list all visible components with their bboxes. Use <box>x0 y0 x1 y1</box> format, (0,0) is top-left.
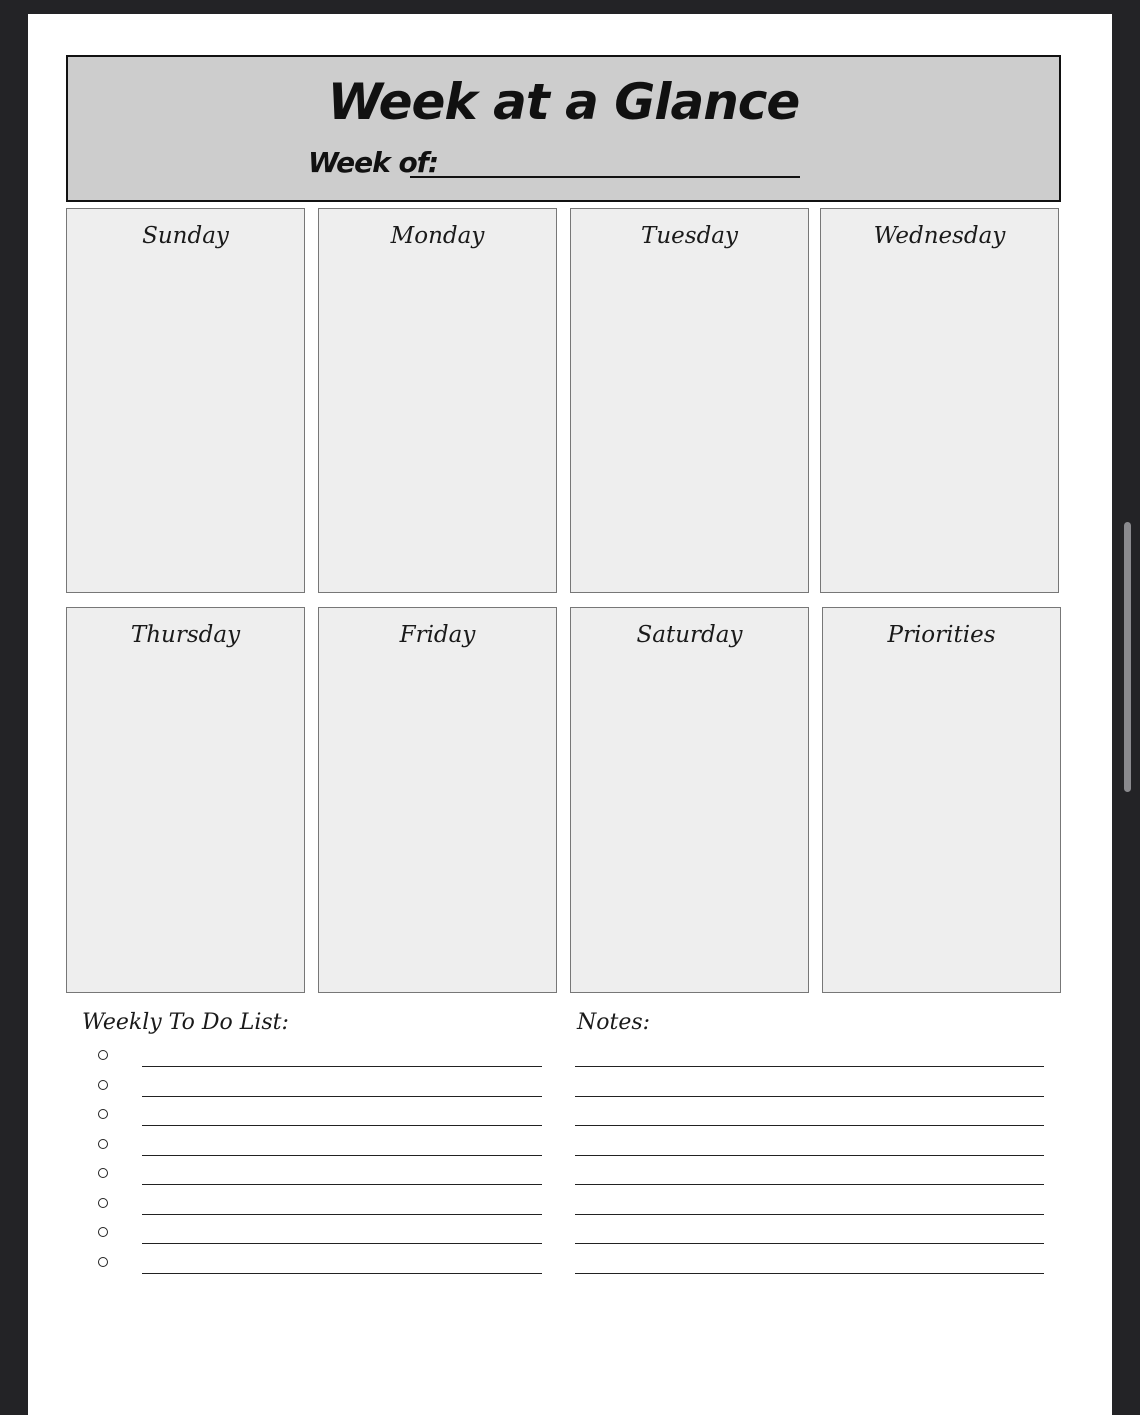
todo-line <box>142 1273 542 1274</box>
notes-label: Notes: <box>577 1010 651 1035</box>
todo-line <box>142 1243 542 1244</box>
notes-line <box>575 1125 1044 1126</box>
priorities-label: Priorities <box>887 622 996 648</box>
notes-line <box>575 1273 1044 1274</box>
notes-line <box>575 1214 1044 1215</box>
notes-line <box>575 1096 1044 1097</box>
todo-bullet-icon <box>98 1168 108 1178</box>
todo-bullet-icon <box>98 1050 108 1060</box>
todo-bullet-icon <box>98 1109 108 1119</box>
notes-line <box>575 1155 1044 1156</box>
scrollbar[interactable] <box>1124 522 1131 792</box>
day-label: Monday <box>390 223 485 249</box>
day-label: Friday <box>399 622 476 648</box>
page-title: Week at a Glance <box>327 73 800 131</box>
day-box-saturday <box>570 607 809 993</box>
day-box-tuesday <box>570 208 809 593</box>
week-of-blank-line <box>410 176 800 178</box>
header-banner <box>66 55 1061 202</box>
priorities-box <box>822 607 1061 993</box>
todo-line <box>142 1214 542 1215</box>
day-box-thursday <box>66 607 305 993</box>
day-label: Thursday <box>130 622 241 648</box>
day-box-sunday <box>66 208 305 593</box>
todo-bullet-icon <box>98 1139 108 1149</box>
todo-bullet-icon <box>98 1257 108 1267</box>
notes-line <box>575 1243 1044 1244</box>
day-label: Tuesday <box>641 223 738 249</box>
day-box-monday <box>318 208 557 593</box>
todo-line <box>142 1184 542 1185</box>
notes-line <box>575 1066 1044 1067</box>
todo-bullet-icon <box>98 1080 108 1090</box>
todo-list-label: Weekly To Do List: <box>82 1010 289 1035</box>
day-box-wednesday <box>820 208 1059 593</box>
day-label: Sunday <box>142 223 229 249</box>
todo-line <box>142 1125 542 1126</box>
todo-line <box>142 1096 542 1097</box>
notes-line <box>575 1184 1044 1185</box>
day-label: Wednesday <box>873 223 1006 249</box>
todo-bullet-icon <box>98 1227 108 1237</box>
todo-line <box>142 1155 542 1156</box>
day-box-friday <box>318 607 557 993</box>
todo-line <box>142 1066 542 1067</box>
todo-bullet-icon <box>98 1198 108 1208</box>
week-of-label: Week of: <box>308 146 439 179</box>
day-label: Saturday <box>636 622 743 648</box>
